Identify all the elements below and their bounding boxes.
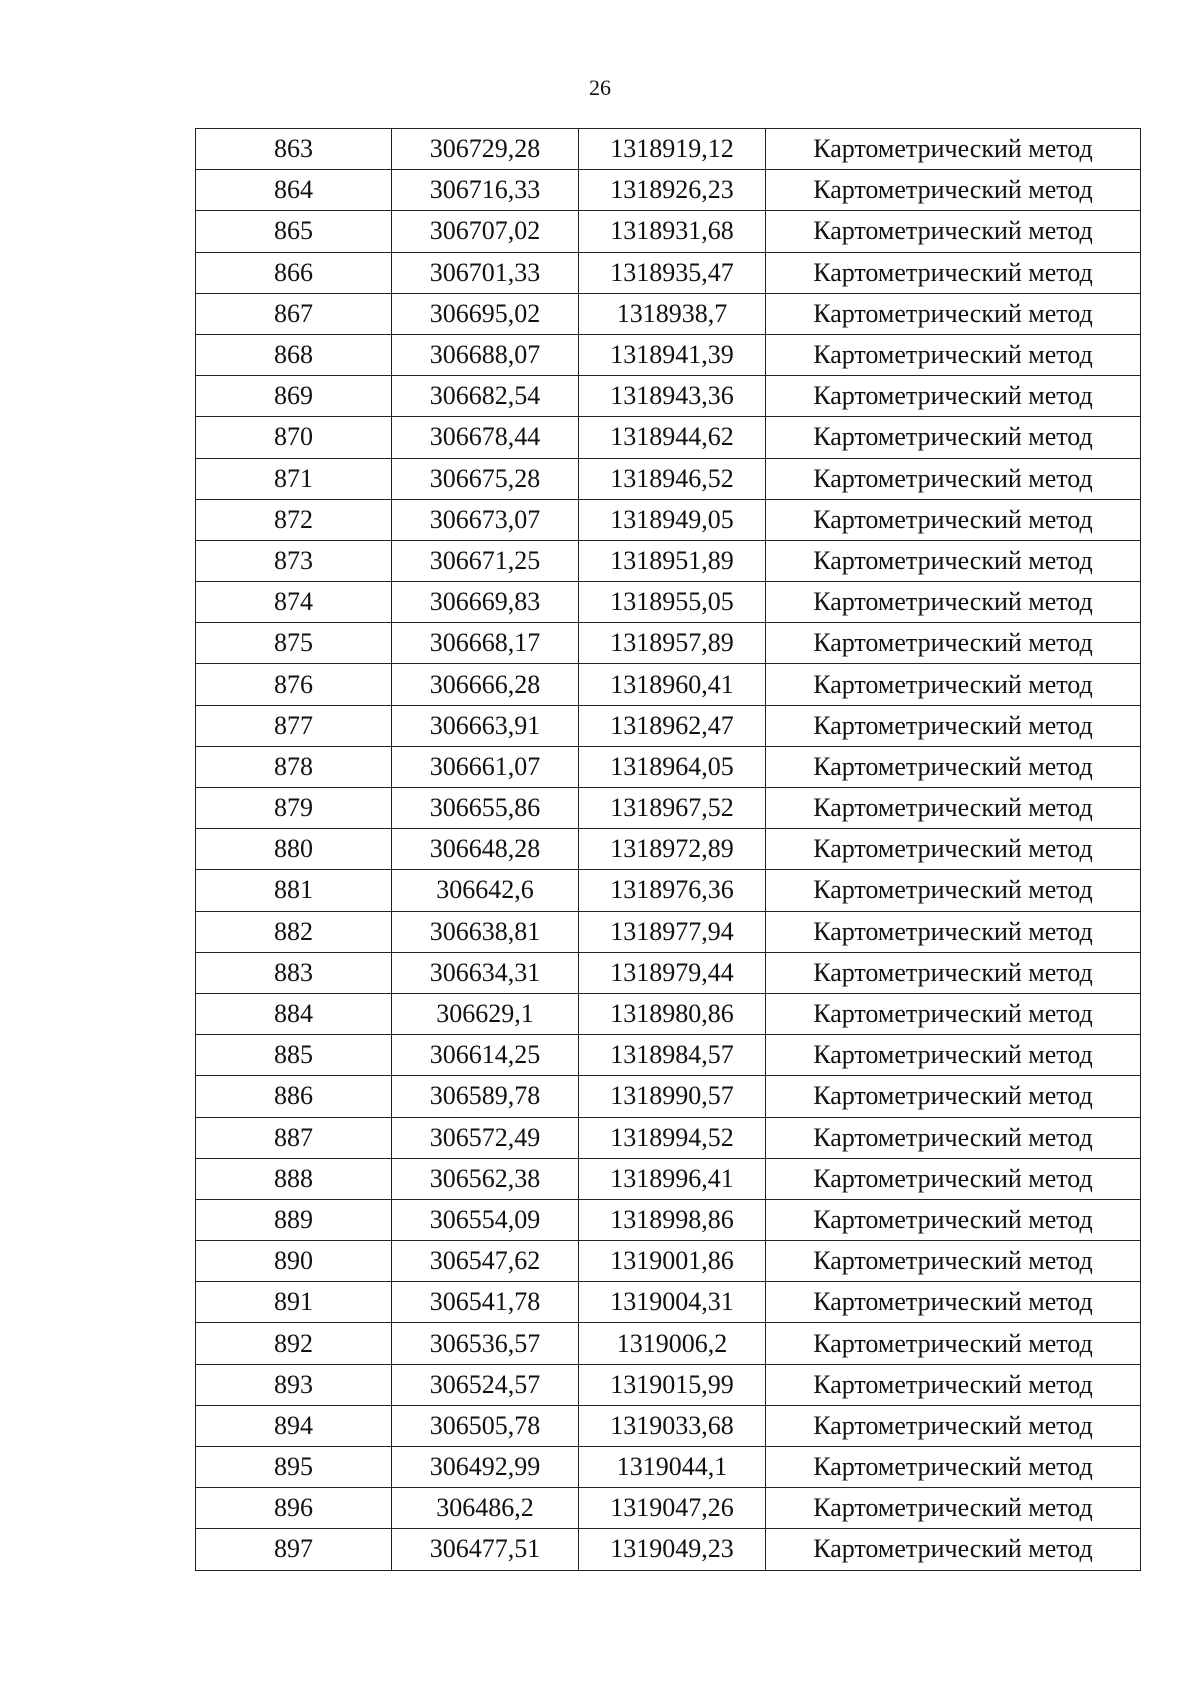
table-row — [196, 417, 1141, 458]
point-number-cell: 865 — [196, 211, 392, 252]
method-cell: Картометрический метод — [766, 788, 1141, 829]
point-number-cell: 880 — [196, 829, 392, 870]
table-row — [196, 870, 1141, 911]
y-coordinate-cell: 1318962,47 — [579, 705, 766, 746]
coordinates-table-body — [196, 129, 1141, 1571]
method-cell: Картометрический метод — [766, 623, 1141, 664]
x-coordinate-cell: 306492,99 — [392, 1447, 579, 1488]
y-coordinate-cell: 1318951,89 — [579, 540, 766, 581]
method-cell: Картометрический метод — [766, 582, 1141, 623]
table-row — [196, 129, 1141, 170]
point-number-cell: 863 — [196, 129, 392, 170]
x-coordinate-cell: 306648,28 — [392, 829, 579, 870]
y-coordinate-cell: 1319049,23 — [579, 1529, 766, 1570]
point-number-cell: 871 — [196, 458, 392, 499]
method-cell: Картометрический метод — [766, 1035, 1141, 1076]
x-coordinate-cell: 306707,02 — [392, 211, 579, 252]
method-cell: Картометрический метод — [766, 1447, 1141, 1488]
y-coordinate-cell: 1319001,86 — [579, 1241, 766, 1282]
x-coordinate-cell: 306629,1 — [392, 993, 579, 1034]
point-number-cell: 889 — [196, 1199, 392, 1240]
table-row — [196, 746, 1141, 787]
table-row — [196, 1529, 1141, 1570]
point-number-cell: 894 — [196, 1405, 392, 1446]
x-coordinate-cell: 306536,57 — [392, 1323, 579, 1364]
y-coordinate-cell: 1318943,36 — [579, 376, 766, 417]
x-coordinate-cell: 306682,54 — [392, 376, 579, 417]
x-coordinate-cell: 306486,2 — [392, 1488, 579, 1529]
point-number-cell: 877 — [196, 705, 392, 746]
y-coordinate-cell: 1318955,05 — [579, 582, 766, 623]
y-coordinate-cell: 1318949,05 — [579, 499, 766, 540]
y-coordinate-cell: 1318938,7 — [579, 293, 766, 334]
method-cell: Картометрический метод — [766, 705, 1141, 746]
y-coordinate-cell: 1318990,57 — [579, 1076, 766, 1117]
method-cell: Картометрический метод — [766, 1117, 1141, 1158]
y-coordinate-cell: 1319004,31 — [579, 1282, 766, 1323]
x-coordinate-cell: 306477,51 — [392, 1529, 579, 1570]
method-cell: Картометрический метод — [766, 293, 1141, 334]
page-number: 26 — [589, 75, 611, 100]
table-row — [196, 705, 1141, 746]
coordinates-table — [195, 128, 1141, 1571]
x-coordinate-cell: 306541,78 — [392, 1282, 579, 1323]
x-coordinate-cell: 306634,31 — [392, 952, 579, 993]
method-cell: Картометрический метод — [766, 1529, 1141, 1570]
y-coordinate-cell: 1318967,52 — [579, 788, 766, 829]
point-number-cell: 886 — [196, 1076, 392, 1117]
method-cell: Картометрический метод — [766, 1405, 1141, 1446]
table-row — [196, 664, 1141, 705]
y-coordinate-cell: 1318977,94 — [579, 911, 766, 952]
x-coordinate-cell: 306669,83 — [392, 582, 579, 623]
table-row — [196, 1199, 1141, 1240]
x-coordinate-cell: 306655,86 — [392, 788, 579, 829]
point-number-cell: 897 — [196, 1529, 392, 1570]
table-row — [196, 252, 1141, 293]
x-coordinate-cell: 306666,28 — [392, 664, 579, 705]
x-coordinate-cell: 306675,28 — [392, 458, 579, 499]
y-coordinate-cell: 1319044,1 — [579, 1447, 766, 1488]
y-coordinate-cell: 1319015,99 — [579, 1364, 766, 1405]
method-cell: Картометрический метод — [766, 1199, 1141, 1240]
method-cell: Картометрический метод — [766, 1323, 1141, 1364]
y-coordinate-cell: 1318979,44 — [579, 952, 766, 993]
table-row — [196, 911, 1141, 952]
method-cell: Картометрический метод — [766, 540, 1141, 581]
table-row — [196, 1158, 1141, 1199]
point-number-cell: 885 — [196, 1035, 392, 1076]
table-row — [196, 1035, 1141, 1076]
table-row — [196, 334, 1141, 375]
method-cell: Картометрический метод — [766, 170, 1141, 211]
x-coordinate-cell: 306562,38 — [392, 1158, 579, 1199]
x-coordinate-cell: 306589,78 — [392, 1076, 579, 1117]
y-coordinate-cell: 1319006,2 — [579, 1323, 766, 1364]
point-number-cell: 881 — [196, 870, 392, 911]
table-row — [196, 952, 1141, 993]
point-number-cell: 888 — [196, 1158, 392, 1199]
point-number-cell: 873 — [196, 540, 392, 581]
method-cell: Картометрический метод — [766, 1282, 1141, 1323]
table-row — [196, 376, 1141, 417]
table-row — [196, 1323, 1141, 1364]
point-number-cell: 883 — [196, 952, 392, 993]
point-number-cell: 868 — [196, 334, 392, 375]
method-cell: Картометрический метод — [766, 458, 1141, 499]
table-row — [196, 829, 1141, 870]
point-number-cell: 869 — [196, 376, 392, 417]
y-coordinate-cell: 1319033,68 — [579, 1405, 766, 1446]
x-coordinate-cell: 306547,62 — [392, 1241, 579, 1282]
table-row — [196, 458, 1141, 499]
method-cell: Картометрический метод — [766, 211, 1141, 252]
y-coordinate-cell: 1318946,52 — [579, 458, 766, 499]
method-cell: Картометрический метод — [766, 829, 1141, 870]
y-coordinate-cell: 1318964,05 — [579, 746, 766, 787]
table-row — [196, 1488, 1141, 1529]
y-coordinate-cell: 1318957,89 — [579, 623, 766, 664]
table-row — [196, 293, 1141, 334]
x-coordinate-cell: 306554,09 — [392, 1199, 579, 1240]
point-number-cell: 874 — [196, 582, 392, 623]
y-coordinate-cell: 1318960,41 — [579, 664, 766, 705]
point-number-cell: 878 — [196, 746, 392, 787]
table-row — [196, 993, 1141, 1034]
y-coordinate-cell: 1318926,23 — [579, 170, 766, 211]
table-row — [196, 1241, 1141, 1282]
table-row — [196, 170, 1141, 211]
x-coordinate-cell: 306642,6 — [392, 870, 579, 911]
point-number-cell: 866 — [196, 252, 392, 293]
x-coordinate-cell: 306701,33 — [392, 252, 579, 293]
y-coordinate-cell: 1318998,86 — [579, 1199, 766, 1240]
table-row — [196, 1076, 1141, 1117]
table-row — [196, 788, 1141, 829]
method-cell: Картометрический метод — [766, 1488, 1141, 1529]
point-number-cell: 895 — [196, 1447, 392, 1488]
y-coordinate-cell: 1319047,26 — [579, 1488, 766, 1529]
y-coordinate-cell: 1318944,62 — [579, 417, 766, 458]
point-number-cell: 884 — [196, 993, 392, 1034]
point-number-cell: 893 — [196, 1364, 392, 1405]
x-coordinate-cell: 306673,07 — [392, 499, 579, 540]
y-coordinate-cell: 1318984,57 — [579, 1035, 766, 1076]
point-number-cell: 867 — [196, 293, 392, 334]
method-cell: Картометрический метод — [766, 664, 1141, 705]
x-coordinate-cell: 306688,07 — [392, 334, 579, 375]
method-cell: Картометрический метод — [766, 993, 1141, 1034]
table-row — [196, 499, 1141, 540]
point-number-cell: 876 — [196, 664, 392, 705]
point-number-cell: 882 — [196, 911, 392, 952]
point-number-cell: 896 — [196, 1488, 392, 1529]
point-number-cell: 864 — [196, 170, 392, 211]
point-number-cell: 887 — [196, 1117, 392, 1158]
x-coordinate-cell: 306572,49 — [392, 1117, 579, 1158]
y-coordinate-cell: 1318931,68 — [579, 211, 766, 252]
method-cell: Картометрический метод — [766, 1241, 1141, 1282]
x-coordinate-cell: 306668,17 — [392, 623, 579, 664]
y-coordinate-cell: 1318935,47 — [579, 252, 766, 293]
method-cell: Картометрический метод — [766, 417, 1141, 458]
y-coordinate-cell: 1318941,39 — [579, 334, 766, 375]
x-coordinate-cell: 306505,78 — [392, 1405, 579, 1446]
y-coordinate-cell: 1318919,12 — [579, 129, 766, 170]
table-row — [196, 1117, 1141, 1158]
y-coordinate-cell: 1318980,86 — [579, 993, 766, 1034]
y-coordinate-cell: 1318994,52 — [579, 1117, 766, 1158]
x-coordinate-cell: 306716,33 — [392, 170, 579, 211]
method-cell: Картометрический метод — [766, 376, 1141, 417]
method-cell: Картометрический метод — [766, 252, 1141, 293]
y-coordinate-cell: 1318996,41 — [579, 1158, 766, 1199]
x-coordinate-cell: 306695,02 — [392, 293, 579, 334]
table-row — [196, 1405, 1141, 1446]
x-coordinate-cell: 306524,57 — [392, 1364, 579, 1405]
point-number-cell: 890 — [196, 1241, 392, 1282]
table-row — [196, 540, 1141, 581]
method-cell: Картометрический метод — [766, 1364, 1141, 1405]
x-coordinate-cell: 306661,07 — [392, 746, 579, 787]
method-cell: Картометрический метод — [766, 1076, 1141, 1117]
point-number-cell: 875 — [196, 623, 392, 664]
method-cell: Картометрический метод — [766, 746, 1141, 787]
point-number-cell: 891 — [196, 1282, 392, 1323]
table-row — [196, 582, 1141, 623]
y-coordinate-cell: 1318972,89 — [579, 829, 766, 870]
x-coordinate-cell: 306663,91 — [392, 705, 579, 746]
x-coordinate-cell: 306729,28 — [392, 129, 579, 170]
method-cell: Картометрический метод — [766, 952, 1141, 993]
table-row — [196, 1282, 1141, 1323]
x-coordinate-cell: 306638,81 — [392, 911, 579, 952]
point-number-cell: 872 — [196, 499, 392, 540]
method-cell: Картометрический метод — [766, 870, 1141, 911]
point-number-cell: 870 — [196, 417, 392, 458]
method-cell: Картометрический метод — [766, 129, 1141, 170]
y-coordinate-cell: 1318976,36 — [579, 870, 766, 911]
table-row — [196, 1364, 1141, 1405]
point-number-cell: 892 — [196, 1323, 392, 1364]
x-coordinate-cell: 306678,44 — [392, 417, 579, 458]
method-cell: Картометрический метод — [766, 1158, 1141, 1199]
method-cell: Картометрический метод — [766, 334, 1141, 375]
table-row — [196, 623, 1141, 664]
table-row — [196, 1447, 1141, 1488]
table-row — [196, 211, 1141, 252]
method-cell: Картометрический метод — [766, 911, 1141, 952]
method-cell: Картометрический метод — [766, 499, 1141, 540]
x-coordinate-cell: 306671,25 — [392, 540, 579, 581]
x-coordinate-cell: 306614,25 — [392, 1035, 579, 1076]
point-number-cell: 879 — [196, 788, 392, 829]
